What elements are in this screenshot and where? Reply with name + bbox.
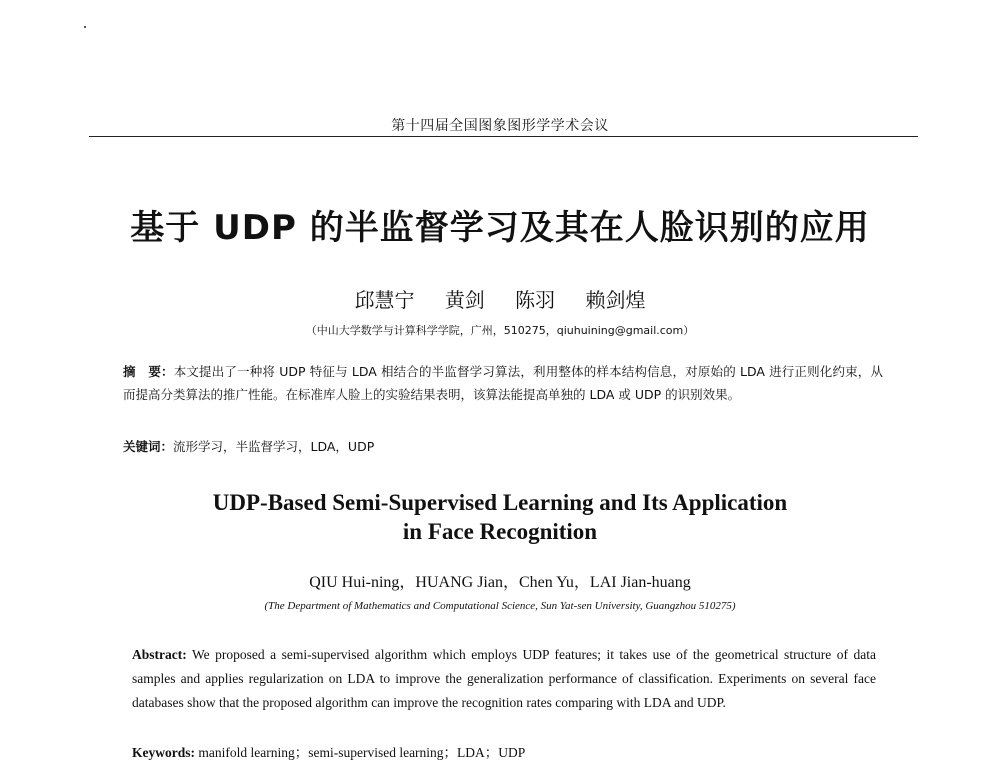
english-abstract-text: We proposed a semi-supervised algorithm which employs UDP features; it takes use of the geometrical structure of data samples and applies regularization on LDA to improve the generalization performance of classification. Experiments on several face databases show that the proposed algorithm can improve the recognition rates comparing with LDA and UDP.: [132, 647, 876, 710]
chinese-authors: [0, 284, 1000, 313]
english-keywords-label: Keywords:: [132, 745, 195, 760]
chinese-keywords-label: 关键词：: [123, 439, 174, 454]
conference-header: 第十四届全国图象图形学学术会议: [391, 118, 609, 134]
chinese-author: 黄剑: [444, 288, 485, 312]
chinese-abstract: [123, 360, 883, 406]
english-abstract: [132, 643, 876, 715]
chinese-keywords-text: 流形学习，半监督学习，LDA，UDP: [173, 439, 375, 454]
english-abstract-label: Abstract:: [132, 647, 187, 662]
english-title: [0, 488, 1000, 546]
scan-speck: [84, 26, 86, 28]
chinese-keywords: [123, 437, 883, 455]
english-authors: QIU Hui-ning，HUANG Jian，Chen Yu，LAI Jian-huang: [309, 574, 691, 591]
chinese-author: 赖剑煌: [585, 288, 646, 312]
header-rule: [89, 136, 918, 137]
chinese-affiliation: （中山大学数学与计算科学学院，广州，510275，qiuhuining@gmail.com）: [305, 324, 695, 337]
english-keywords-text: manifold learning；semi-supervised learning；LDA；UDP: [195, 745, 526, 760]
english-title-line1: UDP-Based Semi-Supervised Learning and Its Application: [212, 490, 788, 515]
chinese-author: 邱慧宁: [354, 288, 415, 312]
chinese-author: 陈羽: [515, 288, 556, 312]
english-affiliation: (The Department of Mathematics and Computational Science, Sun Yat-sen University, Guangzhou 510275): [264, 600, 736, 612]
chinese-abstract-label: 摘 要：: [123, 364, 174, 379]
chinese-title: 基于 UDP 的半监督学习及其在人脸识别的应用: [130, 208, 870, 248]
english-title-line2: in Face Recognition: [402, 519, 598, 544]
chinese-abstract-text: 本文提出了一种将 UDP 特征与 LDA 相结合的半监督学习算法，利用整体的样本结构信息，对原始的 LDA 进行正则化约束，从而提高分类算法的推广性能。在标准库人脸上的实验结果表明，该算法能提高单独的 LDA 或 UDP 的识别效果。: [123, 364, 883, 402]
english-keywords: [132, 741, 876, 761]
